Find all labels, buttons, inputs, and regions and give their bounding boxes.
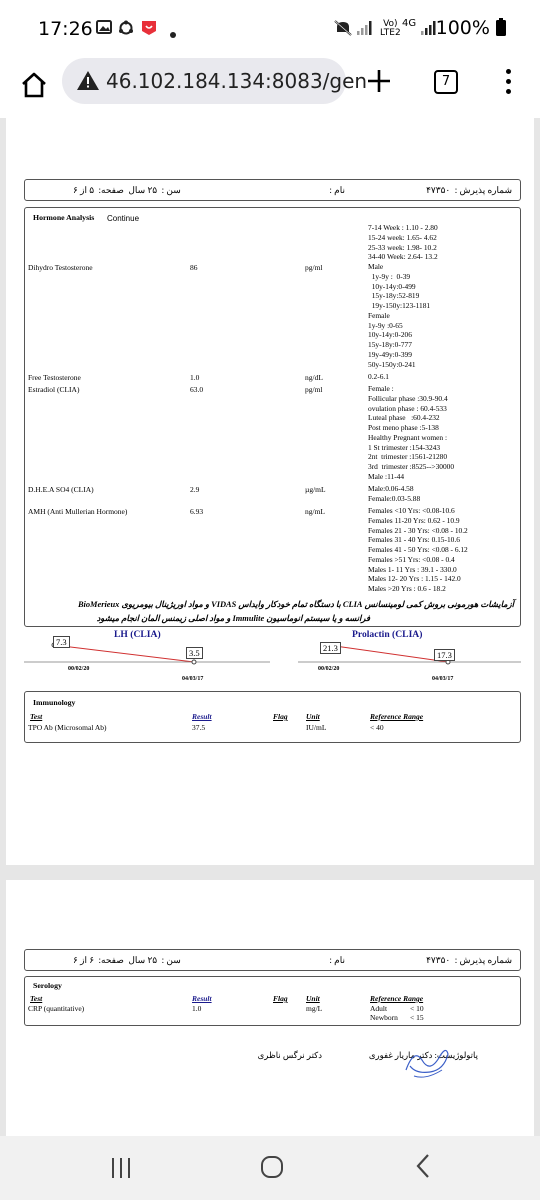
lh-date-1: 00/02/20 bbox=[68, 666, 90, 672]
test-result: 2.9 bbox=[190, 485, 200, 494]
name-label: نام : bbox=[329, 955, 345, 965]
back-icon[interactable] bbox=[412, 1152, 436, 1180]
test-unit: pg/ml bbox=[305, 263, 323, 272]
reference-range: Females <10 Yrs: <0.08-10.6 Females 11-20 Yrs: 0.62 - 10.9 Females 21 - 30 Yrs: <0.08 - 10.2 Females 31 - 40 Yrs: 0.15-10.6 Females 41 - 50 Yrs: <0.08 - 6.12 Females >51 Yrs: <0.08 - 0.4 Males 1- 11 Yrs : 39.1 - 330.0 Males 12- 20 Yrs : 1.15 - 142.0 Males >20 Yrs : 0.6 - 18.2 bbox=[368, 506, 468, 593]
test-unit: ng/mL bbox=[305, 507, 325, 516]
network-type: 4G bbox=[402, 18, 417, 29]
test-result: 6.93 bbox=[190, 507, 204, 516]
serology-section bbox=[24, 976, 521, 1026]
chart-title: LH (CLIA) bbox=[114, 629, 161, 640]
chart-title: Prolactin (CLIA) bbox=[352, 629, 423, 640]
lh-value-1: 7.3 bbox=[53, 636, 70, 648]
url-text[interactable]: 46.102.184.134:8083/gen bbox=[106, 69, 368, 93]
patient-header bbox=[24, 179, 521, 201]
test-name: CRP (quantitative) bbox=[28, 1004, 85, 1013]
volte-indicator: Vo) LTE2 bbox=[380, 19, 401, 38]
pregnancy-ranges: 7-14 Week : 1.10 - 2.80 15-24 week: 1.65- 4.62 25-33 week: 1.98- 10.2 34-40 Week: 2.64- 13.2 bbox=[368, 223, 438, 262]
battery-icon bbox=[496, 18, 506, 36]
lh-value-2: 3.5 bbox=[186, 647, 203, 659]
name-label: نام : bbox=[329, 185, 345, 195]
col-range: Reference Range bbox=[370, 994, 424, 1003]
prolactin-value-2: 17.3 bbox=[434, 649, 455, 661]
home-nav-icon[interactable] bbox=[261, 1156, 283, 1178]
lh-series-line bbox=[54, 645, 194, 662]
section-title: Serology bbox=[33, 981, 62, 990]
test-result: 86 bbox=[190, 263, 198, 272]
continue-label: Continue bbox=[107, 214, 140, 223]
lh-date-2: 04/03/17 bbox=[182, 676, 204, 682]
col-test: Test bbox=[30, 712, 43, 721]
test-unit: ng/dL bbox=[305, 373, 323, 382]
col-unit: Unit bbox=[306, 994, 320, 1003]
age-and-page: سن : ۲۵ سال صفحه: ۶ از ۶ bbox=[73, 955, 181, 965]
test-name: Dihydro Testosterone bbox=[28, 263, 93, 272]
browser-toolbar bbox=[0, 58, 540, 118]
test-name: AMH (Anti Mullerian Hormone) bbox=[28, 507, 128, 516]
method-note-line2: فرانسه و یا سیستم انوماسیون Immulite و مواد اصلی زیمنس المان انجام میشود bbox=[96, 614, 370, 623]
doctor-name-left: دکتر نرگس ناظری bbox=[257, 1050, 322, 1060]
address-bar[interactable] bbox=[62, 58, 368, 104]
col-result: Result bbox=[192, 994, 212, 1003]
reference-range: 0.2-6.1 bbox=[368, 372, 389, 381]
tab-switcher-button[interactable]: 7 bbox=[434, 70, 458, 94]
more-options-icon[interactable] bbox=[500, 66, 516, 98]
pathologist-name: پاتولوژیست: دکتر ماریار غفوری bbox=[368, 1050, 478, 1060]
hormone-section bbox=[24, 207, 521, 627]
app-notification-icon bbox=[140, 20, 158, 40]
test-unit: µg/mL bbox=[305, 485, 326, 494]
signal-icon-1 bbox=[356, 20, 374, 40]
test-result: 1.0 bbox=[192, 1004, 202, 1013]
recent-apps-icon[interactable] bbox=[110, 1158, 132, 1178]
dot-icon bbox=[170, 24, 176, 42]
patient-header bbox=[24, 949, 521, 971]
range-newborn-value: < 15 bbox=[410, 1013, 424, 1022]
new-tab-button[interactable] bbox=[366, 64, 392, 99]
section-title: Hormone Analysis bbox=[33, 213, 95, 222]
col-test: Test bbox=[30, 994, 43, 1003]
age-and-page: سن : ۲۵ سال صفحه: ۵ از ۶ bbox=[73, 185, 181, 195]
test-unit: IU/mL bbox=[306, 723, 327, 732]
test-name: Estradiol (CLIA) bbox=[28, 385, 80, 394]
page-viewport[interactable] bbox=[0, 118, 540, 1136]
col-result: Result bbox=[192, 712, 212, 721]
range-adult-label: Adult bbox=[370, 1004, 388, 1013]
reception-label: شماره پذیرش : ۴۷۳۵۰ bbox=[426, 955, 512, 965]
clock: 17:26 bbox=[38, 18, 93, 40]
test-result: 63.0 bbox=[190, 385, 204, 394]
reception-label: شماره پذیرش : ۴۷۳۵۰ bbox=[426, 185, 512, 195]
prolactin-series-line bbox=[328, 645, 448, 662]
test-result: 1.0 bbox=[190, 373, 200, 382]
reference-range: < 40 bbox=[370, 723, 384, 732]
col-range: Reference Range bbox=[370, 712, 424, 721]
col-unit: Unit bbox=[306, 712, 320, 721]
signature-image bbox=[400, 1040, 452, 1082]
sync-icon bbox=[118, 20, 134, 40]
test-result: 37.5 bbox=[192, 723, 206, 732]
battery-level: 100% bbox=[436, 17, 506, 39]
test-unit: mg/L bbox=[306, 1004, 323, 1013]
lh-point-2 bbox=[192, 660, 196, 664]
section-title: Immunology bbox=[33, 698, 76, 707]
prolactin-date-2: 04/03/17 bbox=[432, 676, 454, 682]
reference-range: Male:0.06-4.58 Female:0.03-5.88 bbox=[368, 484, 421, 503]
range-newborn-label: Newborn bbox=[370, 1013, 398, 1022]
immunology-section bbox=[24, 691, 521, 743]
reference-range: Male 1y-9y : 0-39 10y-14y:0-499 15y-18y:52-819 19y-150y:123-1181 Female 1y-9y :0-65 10y-14y:0-206 15y-18y:0-777 19y-49y:0-399 50y-150y:0-241 bbox=[368, 262, 431, 369]
report-page-1 bbox=[6, 118, 534, 865]
test-name: TPO Ab (Microsomal Ab) bbox=[28, 723, 107, 732]
home-icon[interactable] bbox=[18, 69, 50, 101]
range-adult-value: < 10 bbox=[410, 1004, 424, 1013]
method-note-line1: آزمایشات هورمونی بروش کمی لومینسانس CLIA با دستگاه تمام خودکار وایداس VIDAS و مواد اوریژینال بیومریوی BioMerieux bbox=[77, 600, 514, 609]
mute-icon bbox=[334, 20, 352, 40]
prolactin-value-1: 21.3 bbox=[320, 642, 341, 654]
prolactin-date-1: 00/02/20 bbox=[318, 666, 340, 672]
status-bar bbox=[0, 0, 540, 58]
test-name: D.H.E.A SO4 (CLIA) bbox=[28, 485, 94, 494]
not-secure-warning-icon[interactable] bbox=[76, 69, 100, 93]
system-nav-bar bbox=[0, 1136, 540, 1200]
test-name: Free Testosterone bbox=[28, 373, 81, 382]
test-unit: pg/ml bbox=[305, 385, 323, 394]
reference-range: Female : Follicular phase :30.9-90.4 ovulation phase : 60.4-533 Luteal phase :60.4-232 Post meno phase :5-138 Healthy Pregnant women : 1 St trimester :154-3243 2nt trimester :1561-21280 3rd trimester :8525-->30000 Male :11-44 bbox=[368, 384, 455, 481]
gallery-icon bbox=[96, 20, 112, 38]
col-flag: Flag bbox=[273, 712, 288, 721]
col-flag: Flag bbox=[273, 994, 288, 1003]
report-page-2 bbox=[6, 880, 534, 1136]
